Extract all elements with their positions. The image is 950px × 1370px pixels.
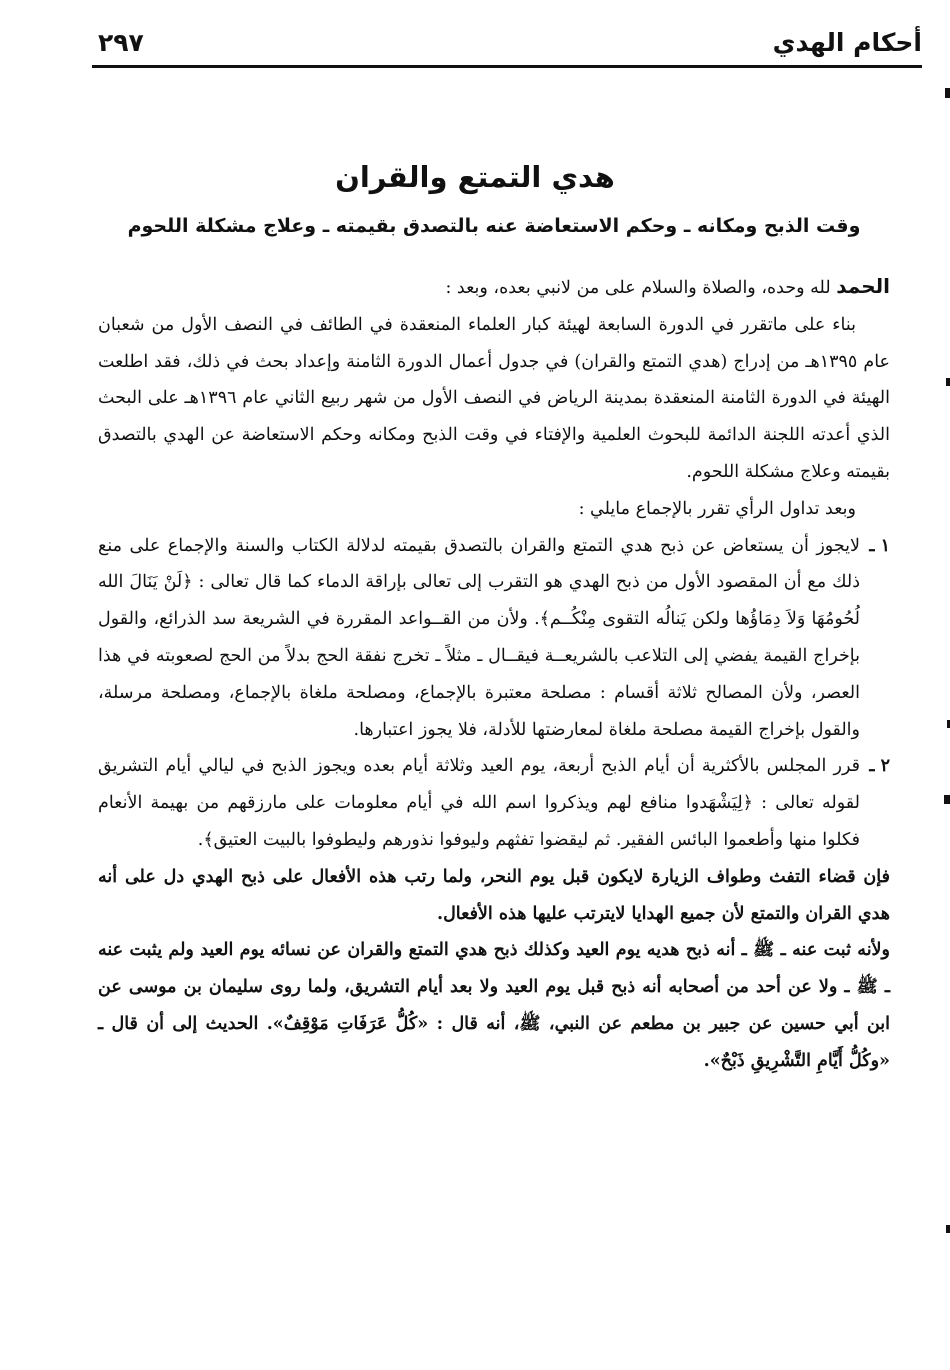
body-text — [98, 268, 890, 1080]
page-number: ٢٩٧ — [98, 28, 144, 57]
paragraph-after-list-1: فإن قضاء التفث وطواف الزيارة لايكون قبل يوم النحر، ولما رتب هذه الأفعال على ذبح الهدي دل على أنه هدي القران والتمتع لأن جميع الهدايا لايترتب عليها هذه الأفعال. — [98, 866, 890, 924]
opening-lead: الحمد — [836, 274, 890, 298]
section-title: هدي التمتع والقران — [335, 160, 615, 194]
opening-text: لله وحده، والصلاة والسلام على من لانبي بعده، وبعد : — [445, 278, 831, 298]
header-rule — [92, 65, 922, 68]
intro-paragraph: بناء على ماتقرر في الدورة السابعة لهيئة كبار العلماء المنعقدة في الطائف في النصف الأول من شعبان عام ١٣٩٥هـ من إدراج (هدي التمتع والقران) في جدول أعمال الدورة الثامنة وإعداد بحث في ذلك، فقد اطلعت الهيئة في الدورة الثامنة المنعقدة بمدينة الرياض في النصف الأول من شهر ربيع الثاني عام ١٣٩٦هـ على البحث الذي أعدته اللجنة الدائمة للبحوث العلمية والإفتاء في وقت الذبح ومكانه وحكم الاستعاضة عن الهدي بالتصدق بقيمته وعلاج مشكلة اللحوم. — [98, 314, 890, 482]
item-text: قرر المجلس بالأكثرية أن أيام الذبح أربعة، يوم العيد وثلاثة أيام بعده ويجوز الذبح في ليالي أيام التشريق لقوله تعالى : ﴿لِيَشْهَدوا منافع لهم ويذكروا اسم الله في أيام معلومات على مارزقهم من بهيمة الأنعام فكلوا منها وأطعموا البائس الفقير. ثم ليقضوا تفثهم وليوفوا نذورهم وليطوفوا بالبيت العتيق﴾. — [98, 756, 860, 850]
paragraph-after-list-2: ولأنه ثبت عنه ـ ﷺ ـ أنه ذبح هديه يوم العيد وكذلك ذبح هدي التمتع والقران عن نسائه يوم العيد ولم يثبت عنه ـ ﷺ ـ ولا عن أحد من أصحابه أنه ذبح قبل يوم العيد ولا بعد أيام التشريق، ولما روى سليمان بن موسى عن ابن أبي حسين عن جبير بن مطعم عن النبي، ﷺ، أنه قال : «كُلُّ عَرَفَاتِ مَوْقِفٌ». الحديث إلى أن قال ـ «وكُلُّ أَيَّامِ التَّشْرِيقِ ذَبْحٌ». — [98, 940, 890, 1071]
running-title: أحكام الهدي — [772, 28, 922, 57]
item-number: ٢ ـ — [869, 756, 890, 777]
item-number: ١ ـ — [869, 535, 890, 556]
item-text: لايجوز أن يستعاض عن ذبح هدي التمتع والقران بالتصدق بقيمته لدلالة الكتاب والسنة والإجماع على منع ذلك مع أن المقصود الأول من ذبح الهدي هو التقرب إلى تعالى بإراقة الدماء كما قال تعالى : ﴿لَنْ يَنَالَ الله لُحُومُهَا وَلاَ دِمَاؤُها ولكن يَنالُه التقوى مِنْكُــم﴾. ولأن من القــواعد المقررة في الشريعة سد الذرائع، والقول بإخراج القيمة يفضي إلى التلاعب بالشريعــة فيقــال ـ مثلاً ـ تخرج نفقة الحج بدلاً من الحج لصعوبته في هذا العصر، ولأن المصالح ثلاثة أقسام : مصلحة معتبرة بالإجماع، ومصلحة ملغاة بالإجماع، ومصلحة مرسلة، والقول بإخراج القيمة مصلحة ملغاة لمعارضتها للأدلة، فلا يجوز اعتبارها. — [98, 535, 860, 740]
opening-line — [98, 268, 890, 307]
list-item — [98, 528, 890, 749]
page-header — [92, 22, 922, 68]
scan-edge-mark — [946, 1225, 950, 1233]
list-item — [98, 748, 890, 858]
section-subtitle: وقت الذبح ومكانه ـ وحكم الاستعاضة عنه بالتصدق بقيمته ـ وعلاج مشكلة اللحوم — [127, 215, 861, 237]
scan-edge-mark — [945, 88, 950, 98]
consensus-line: وبعد تداول الرأي تقرر بالإجماع مايلي : — [578, 498, 856, 519]
scan-edge-mark — [946, 378, 950, 386]
scan-edge-mark — [944, 795, 950, 804]
